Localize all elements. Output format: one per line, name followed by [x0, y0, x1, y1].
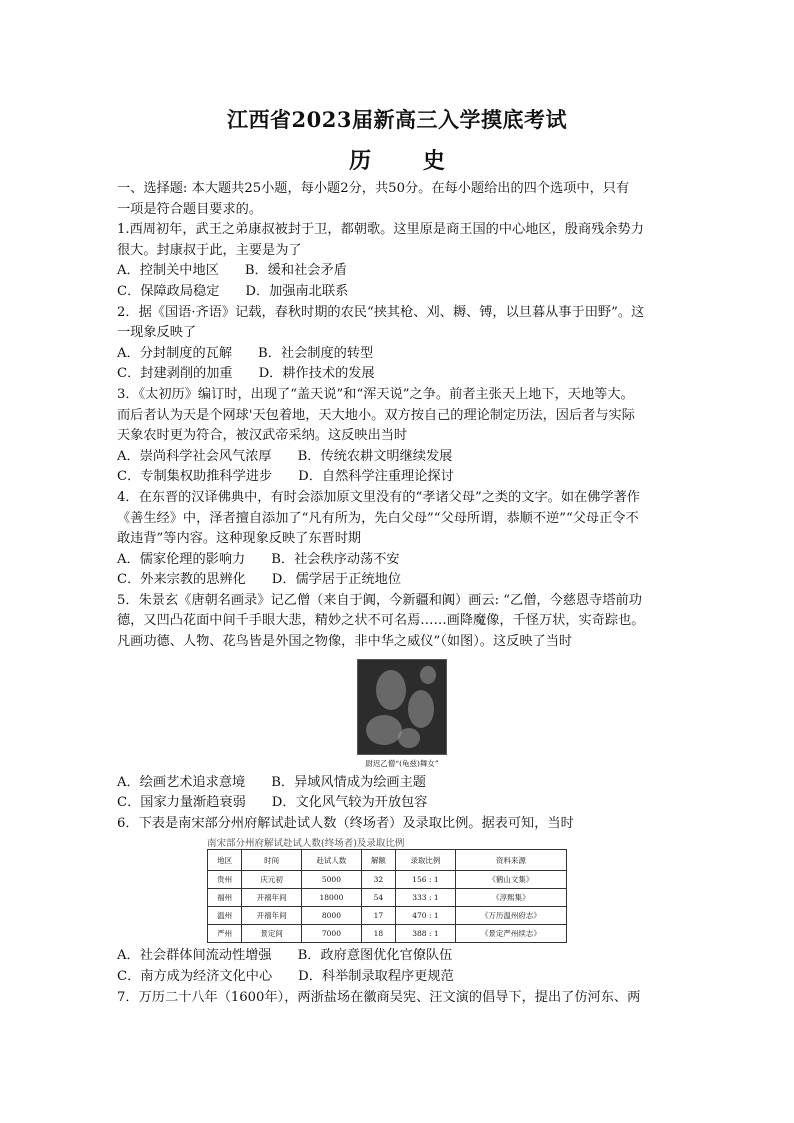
question-text: 1.西周初年，武王之弟康叔被封于卫，都朝歌。这里原是商王国的中心地区，殷商残余势力 — [117, 222, 644, 238]
table-cell: 《鹤山文集》 — [455, 871, 566, 889]
question-4 — [117, 488, 687, 591]
table-cell: 333 : 1 — [396, 889, 456, 907]
table-cell: 庆元初 — [242, 871, 302, 889]
table-header: 录取比例 — [396, 850, 456, 871]
option-b: B．社会制度的转型 — [258, 345, 374, 361]
question-text: 《善生经》中，泽者擅自添加了“凡有所为，先白父母”“父母所谓，恭顺不逆”“父母正令不 — [117, 510, 639, 526]
table-header: 解额 — [361, 850, 395, 871]
option-row — [117, 467, 687, 488]
question-2 — [117, 303, 687, 385]
question-text: 很大。封康叔于此，主要是为了 — [117, 242, 302, 258]
table-cell: 54 — [361, 889, 395, 907]
table-row — [208, 907, 567, 925]
question-1 — [117, 220, 687, 302]
figure-caption: 尉迟乙僧“(龟兹)舞女” — [365, 758, 439, 768]
option-row — [117, 282, 687, 303]
option-row — [117, 793, 687, 814]
option-d: D．自然科学注重理论探讨 — [298, 469, 454, 485]
option-row — [117, 447, 687, 468]
option-d: D．儒学居于正统地位 — [271, 572, 402, 588]
table-cell: 156 : 1 — [396, 871, 456, 889]
option-c: C．南方成为经济文化中心 — [117, 969, 273, 985]
table-cell: 景定间 — [242, 925, 302, 943]
option-d: D．耕作技术的发展 — [258, 366, 375, 382]
question-text: 4．在东晋的汉译佛典中，有时会添加原文里没有的“孝诸父母”之类的文字。如在佛学著作 — [117, 489, 640, 505]
exam-title: 江西省2023届新高三入学摸底考试 — [227, 107, 567, 132]
question-text: 6．下表是南宋部分州府解试赴试人数（终场者）及录取比例。据表可知，当时 — [117, 815, 574, 831]
option-b: B．政府意图优化官僚队伍 — [297, 948, 453, 964]
option-d: D．文化风气较为开放包容 — [271, 795, 428, 811]
table-header: 地区 — [208, 850, 242, 871]
option-b: B．异域风情成为绘画主题 — [271, 774, 426, 790]
table-row — [208, 871, 567, 889]
option-c: C．国家力量渐趋衰弱 — [117, 795, 246, 811]
table-cell: 8000 — [302, 907, 362, 925]
option-row — [117, 773, 687, 794]
section-intro: 一项是符合题目要求的。 — [117, 201, 263, 217]
option-c: C．外来宗教的思辨化 — [117, 572, 246, 588]
table-cell: 《淳熙集》 — [455, 889, 566, 907]
option-row — [117, 261, 687, 282]
option-d: D．科举制录取程序更规范 — [298, 969, 454, 985]
question-text: 7．万历二十八年（1600年），两浙盐场在徽商吴宪、汪文演的倡导下，提出了仿河东、两 — [117, 989, 641, 1005]
table-header: 赴试人数 — [302, 850, 362, 871]
table-cell: 388 : 1 — [396, 925, 456, 943]
section-intro: 一、选择题: 本大题共25小题，每小题2分，共50分。在每小题给出的四个选项中，只有 — [117, 181, 630, 196]
table-header: 资料来源 — [455, 850, 566, 871]
table-cell: 开禧年间 — [242, 907, 302, 925]
option-c: C．保障政局稳定 — [117, 283, 220, 299]
option-a: A．分封制度的瓦解 — [117, 345, 233, 361]
painting-figure — [357, 659, 447, 769]
option-b: B．缓和社会矛盾 — [244, 263, 347, 279]
option-d: D．加强南北联系 — [245, 283, 349, 299]
table-cell: 温州 — [208, 907, 242, 925]
data-table — [207, 849, 567, 943]
table-cell: 开禧年间 — [242, 889, 302, 907]
option-a: A．社会群体间流动性增强 — [117, 948, 272, 964]
table-cell: 470 : 1 — [396, 907, 456, 925]
question-text: 德，又凹凸花面中间千手眼大悲，精妙之状不可名焉……画降魔像，千怪万状，实奇踪也。 — [117, 613, 645, 629]
option-row — [117, 570, 687, 591]
option-b: B．传统农耕文明继续发展 — [297, 448, 453, 464]
question-5 — [117, 591, 687, 814]
question-text: 而后者认为天是个网球'天包着地，天大地小。双方按自己的理论制定历法，因后者与实际 — [117, 407, 635, 423]
question-7 — [117, 988, 687, 1009]
table-header-row — [208, 850, 567, 871]
table-cell: 7000 — [302, 925, 362, 943]
option-row — [117, 550, 687, 571]
question-text: 3．《太初历》编订时，出现了“盖天说”和“浑天说”之争。前者主张天上地下，天地等大。 — [117, 386, 634, 402]
table-header: 时间 — [242, 850, 302, 871]
question-6 — [117, 814, 687, 988]
exam-table — [207, 838, 567, 943]
question-text: 一现象反映了 — [117, 325, 197, 341]
table-cell: 17 — [361, 907, 395, 925]
table-cell: 福州 — [208, 889, 242, 907]
table-cell: 严州 — [208, 925, 242, 943]
question-text: 天象农时更为符合，被汉武帝采纳。这反映出当时 — [117, 428, 408, 444]
table-cell: 《景定严州续志》 — [455, 925, 566, 943]
question-text: 5．朱景玄《唐朝名画录》记乙僧（来自于阗，今新疆和阗）画云: “乙僧，今慈恩寺塔前功 — [117, 592, 642, 608]
option-c: C．专制集权助推科学进步 — [117, 469, 273, 485]
option-b: B．社会秩序动荡不安 — [271, 551, 400, 567]
table-row — [208, 889, 567, 907]
question-text: 2．据《国语·齐语》记载，春秋时期的农民“挟其枪、刈、耨、镈，以旦暮从事于田野”。这 — [117, 304, 645, 320]
table-cell: 5000 — [302, 871, 362, 889]
question-text: 敢违背”等内容。这种现象反映了东晋时期 — [117, 531, 362, 547]
table-caption: 南宋部分州府解试赴试人数(终场者)及录取比例 — [207, 838, 405, 850]
option-a: A．绘画艺术追求意境 — [117, 774, 246, 790]
exam-content — [117, 179, 687, 1008]
question-3 — [117, 385, 687, 488]
dancer-painting-image — [357, 659, 447, 755]
table-cell: 贵州 — [208, 871, 242, 889]
table-cell: 18 — [361, 925, 395, 943]
subject-title: 历 史 — [349, 148, 467, 174]
option-row — [117, 967, 687, 988]
option-c: C．封建剥削的加重 — [117, 366, 233, 382]
question-text: 凡画功德、人物、花鸟皆是外国之物像，非中华之威仪”（如图）。这反映了当时 — [117, 634, 573, 650]
table-cell: 32 — [361, 871, 395, 889]
table-row — [208, 925, 567, 943]
table-cell: 18000 — [302, 889, 362, 907]
option-a: A．崇尚科学社会风气浓厚 — [117, 448, 272, 464]
option-a: A．儒家伦理的影响力 — [117, 551, 246, 567]
option-a: A．控制关中地区 — [117, 263, 219, 279]
option-row — [117, 946, 687, 967]
option-row — [117, 344, 687, 365]
option-row — [117, 364, 687, 385]
table-cell: 《万历温州府志》 — [455, 907, 566, 925]
